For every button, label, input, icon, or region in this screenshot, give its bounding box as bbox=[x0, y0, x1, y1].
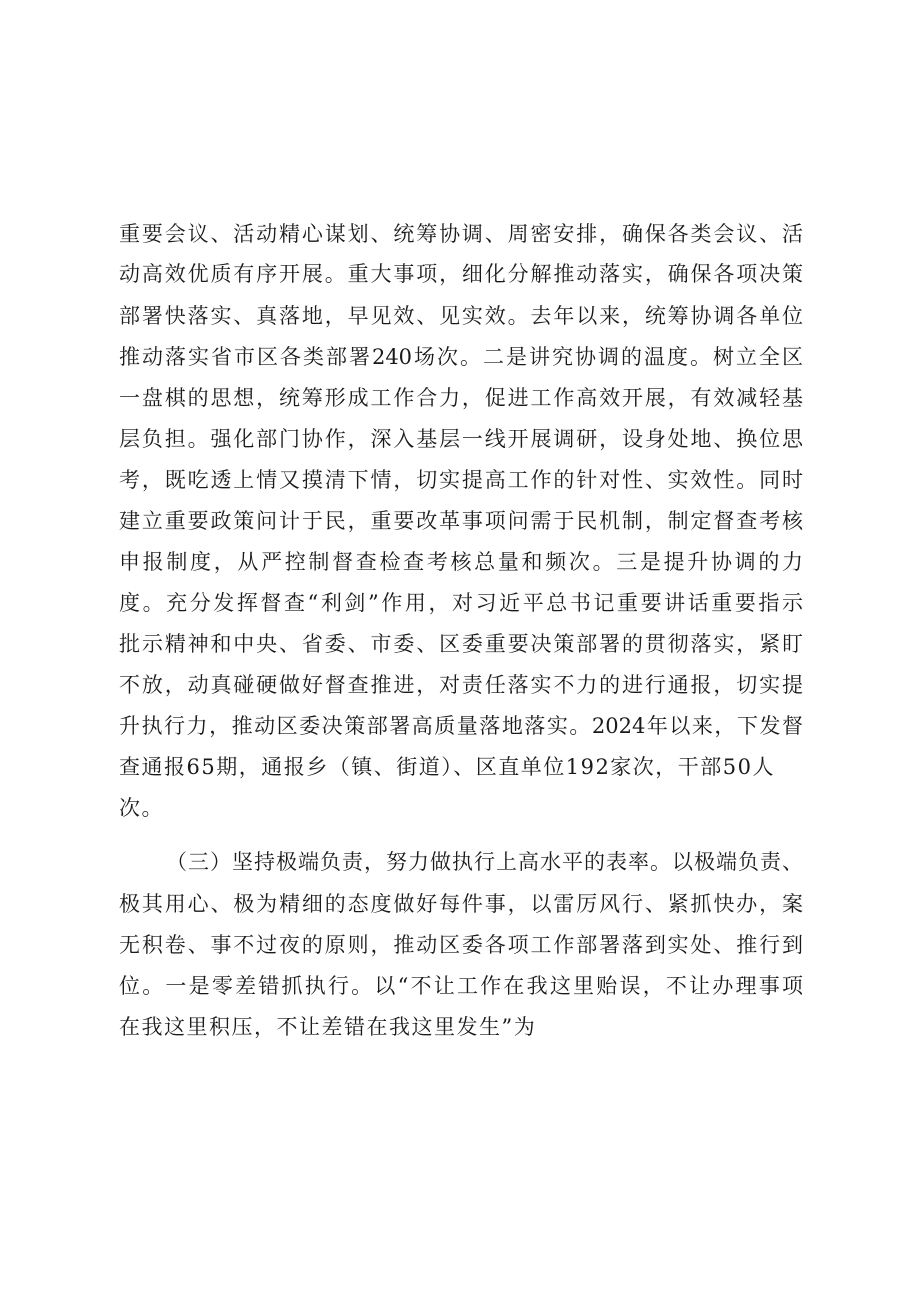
text-line: 次。 bbox=[119, 796, 164, 820]
text-line: 极其用心、极为精细的态度做好每件事，以雷厉风行、紧抓快办，案 bbox=[119, 892, 803, 916]
text-line: 申报制度，从严控制督查检查考核总量和频次。三是提升协调的力 bbox=[119, 550, 803, 574]
text-line: 无积卷、事不过夜的原则，推动区委各项工作部署落到实处、推行到 bbox=[119, 933, 803, 957]
text-line: 层负担。强化部门协作，深入基层一线开展调研，设身处地、换位思 bbox=[119, 427, 803, 451]
text-line: 重要会议、活动精心谋划、统筹协调、周密安排，确保各类会议、活 bbox=[119, 222, 803, 246]
text-line: 升执行力，推动区委决策部署高质量落地落实。2024年以来，下发督 bbox=[119, 714, 803, 738]
text-line: 批示精神和中央、省委、市委、区委重要决策部署的贯彻落实，紧盯 bbox=[119, 632, 803, 656]
text-line: 建立重要政策问计于民，重要改革事项问需于民机制，制定督查考核 bbox=[119, 509, 803, 533]
text-line: 一盘棋的思想，统筹形成工作合力，促进工作高效开展，有效减轻基 bbox=[119, 386, 803, 410]
text-line: 部署快落实、真落地，早见效、见实效。去年以来，统筹协调各单位 bbox=[119, 304, 803, 328]
section-heading-line: （三）坚持极端负责，努力做执行上高水平的表率。以极端负责、 bbox=[166, 850, 803, 874]
text-line: 动高效优质有序开展。重大事项，细化分解推动落实，确保各项决策 bbox=[119, 262, 803, 286]
text-line: 查通报65期，通报乡（镇、街道）、区直单位192家次，干部50人 bbox=[119, 755, 776, 779]
text-line: 推动落实省市区各类部署240场次。二是讲究协调的温度。树立全区 bbox=[119, 345, 803, 369]
text-line: 在我这里积压，不让差错在我这里发生”为 bbox=[119, 1015, 537, 1039]
text-line: 位。一是零差错抓执行。以“不让工作在我这里贻误，不让办理事项 bbox=[119, 974, 803, 998]
text-line: 度。充分发挥督查“利剑”作用，对习近平总书记重要讲话重要指示 bbox=[119, 591, 803, 615]
text-line: 不放，动真碰硬做好督查推进，对责任落实不力的进行通报，切实提 bbox=[119, 673, 803, 697]
text-line: 考，既吃透上情又摸清下情，切实提高工作的针对性、实效性。同时 bbox=[119, 468, 803, 492]
